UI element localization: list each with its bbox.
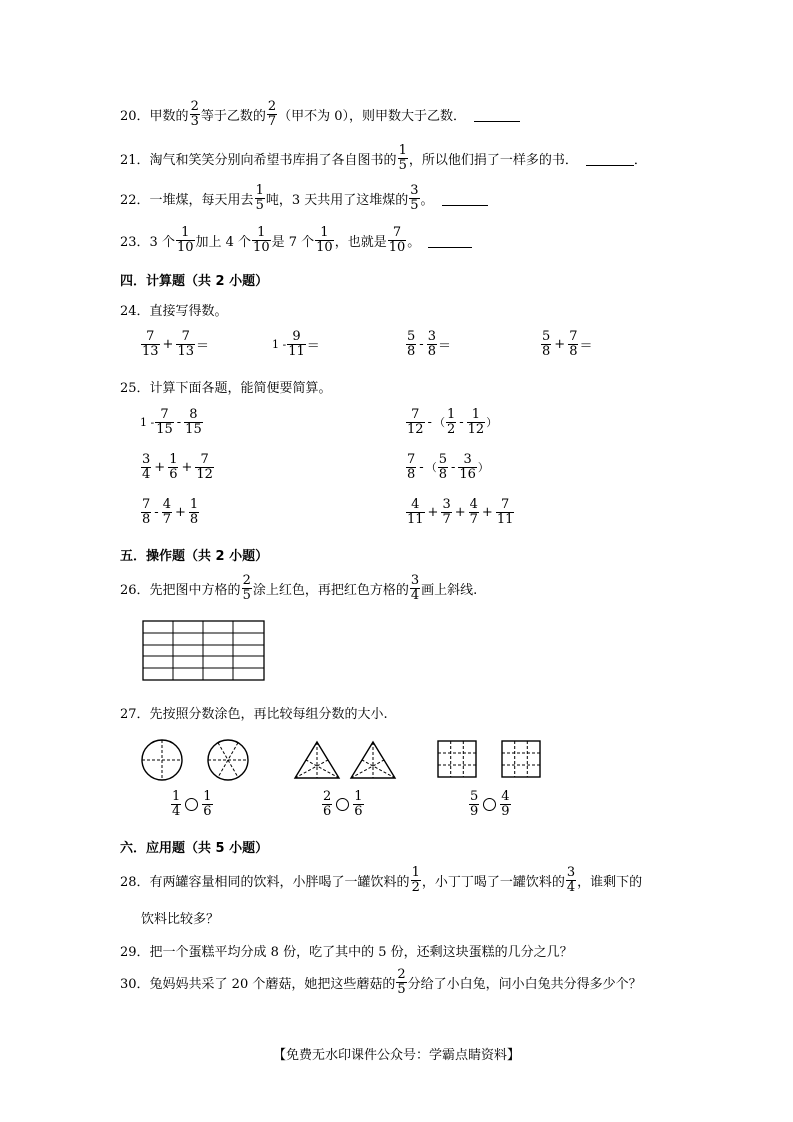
comparison: $\frac{1}{4}$ $\frac{1}{6}$ [172, 789, 212, 819]
section-heading: 五．操作题（共 2 小题） [120, 549, 269, 564]
square-ninths-icon[interactable] [437, 740, 477, 778]
question-27: 27．先按照分数涂色，再比较每组分数的大小. [120, 707, 388, 722]
expression: $\frac{5}{8}$ - $\frac{3}{8}$ ＝ [407, 329, 451, 359]
question-28: 28． 有两罐容量相同的饮料，小胖喝了一罐饮料的 $\frac{1}{2}$ ，小丁丁喝了一罐饮料的 $\frac{3}{4}$ ，谁剩下的 [120, 865, 643, 895]
answer-blank[interactable] [474, 107, 520, 122]
fraction: $\frac{1}{5}$ [398, 143, 407, 173]
fraction: $\frac{7}{10}$ [388, 225, 406, 255]
question-26: 26． 先把图中方格的 $\frac{2}{5}$ 涂上红色，再把红色方格的 $\frac{3}{4}$ 画上斜线. [120, 573, 478, 603]
question-24: 24．直接写得数。 [120, 304, 228, 319]
expression: $\frac{5}{8}$ + $\frac{7}{8}$ ＝ [542, 329, 593, 359]
triangle-sixths-icon[interactable] [349, 740, 397, 780]
circle-quarters-icon[interactable] [140, 738, 184, 782]
fraction: $\frac{1}{10}$ [253, 225, 270, 255]
question-28-line2: 饮料比较多？ [141, 912, 220, 927]
fraction: $\frac{3}{5}$ [410, 183, 419, 213]
answer-blank[interactable] [428, 233, 472, 248]
expression: $\frac{7}{8}$ - $\frac{4}{7}$ + $\frac{1}{8}$ [142, 497, 199, 527]
square-ninths-icon[interactable] [501, 740, 541, 778]
fraction: $\frac{2}{7}$ [267, 99, 277, 129]
question-20: 20． 甲数的 $\frac{2}{3}$ 等于乙数的 $\frac{2}{7}$ （甲不为 0），则甲数大于乙数． [120, 100, 520, 128]
expression: $\frac{7}{13}$ + $\frac{7}{13}$ ＝ [142, 329, 210, 359]
question-23: 23． 3 个 $\frac{1}{10}$ 加上 4 个 $\frac{1}{10}$ 是 7 个 $\frac{1}{10}$ ，也就是 $\frac{7}{10}$ 。 [120, 226, 472, 254]
question-29: 29．把一个蛋糕平均分成 8 份，吃了其中的 5 份，还剩这块蛋糕的几分之几？ [120, 945, 573, 960]
triangle-sixths-icon[interactable] [293, 740, 341, 780]
fraction: $\frac{1}{5}$ [255, 183, 264, 213]
expression: 1 - $\frac{9}{11}$ ＝ [272, 329, 320, 359]
answer-blank[interactable] [586, 151, 634, 166]
answer-blank[interactable] [442, 191, 488, 206]
compare-circle[interactable] [185, 798, 198, 811]
compare-circle[interactable] [336, 798, 349, 811]
expression: $\frac{7}{8}$ - （ $\frac{5}{8}$ - $\frac{3}{16}$ ） [407, 452, 489, 482]
question-30: 30． 兔妈妈共采了 20 个蘑菇，她把这些蘑菇的 $\frac{2}{5}$ 分给了小白兔，问小白兔共分得多少个？ [120, 967, 642, 997]
compare-circle[interactable] [483, 798, 496, 811]
comparison: $\frac{5}{9}$ $\frac{4}{9}$ [470, 789, 510, 819]
question-25: 25．计算下面各题，能简便要简算。 [120, 381, 332, 396]
fraction: $\frac{2}{3}$ [190, 99, 199, 129]
circle-sixths-icon[interactable] [206, 738, 250, 782]
comparison: $\frac{2}{6}$ $\frac{1}{6}$ [323, 789, 363, 819]
footer-note: 【免费无水印课件公众号：学霸点睛资料】 [272, 1048, 520, 1063]
expression: $\frac{7}{12}$ - （ $\frac{1}{2}$ - $\frac{1}{12}$ ） [407, 407, 498, 437]
square-grid[interactable] [142, 620, 266, 682]
fraction: $\frac{1}{10}$ [316, 225, 333, 255]
question-22: 22． 一堆煤，每天用去 $\frac{1}{5}$ 吨，3 天共用了这堆煤的 $\frac{3}{5}$ 。 [120, 184, 488, 212]
section-heading: 四．计算题（共 2 小题） [120, 274, 269, 289]
expression: $\frac{4}{11}$ + $\frac{3}{7}$ + $\frac{4}{7}$ + $\frac{7}{11}$ [407, 497, 514, 527]
fraction: $\frac{1}{10}$ [176, 225, 194, 255]
expression: $\frac{3}{4}$ + $\frac{1}{6}$ + $\frac{7}{12}$ [142, 452, 213, 482]
section-heading: 六．应用题（共 5 小题） [120, 841, 269, 856]
expression: 1 - $\frac{7}{15}$ - $\frac{8}{15}$ [140, 407, 202, 437]
question-21: 21． 淘气和笑笑分别向希望书库捐了各自图书的 $\frac{1}{5}$ ，所以他们捐了一样多的书． ． [120, 143, 647, 173]
